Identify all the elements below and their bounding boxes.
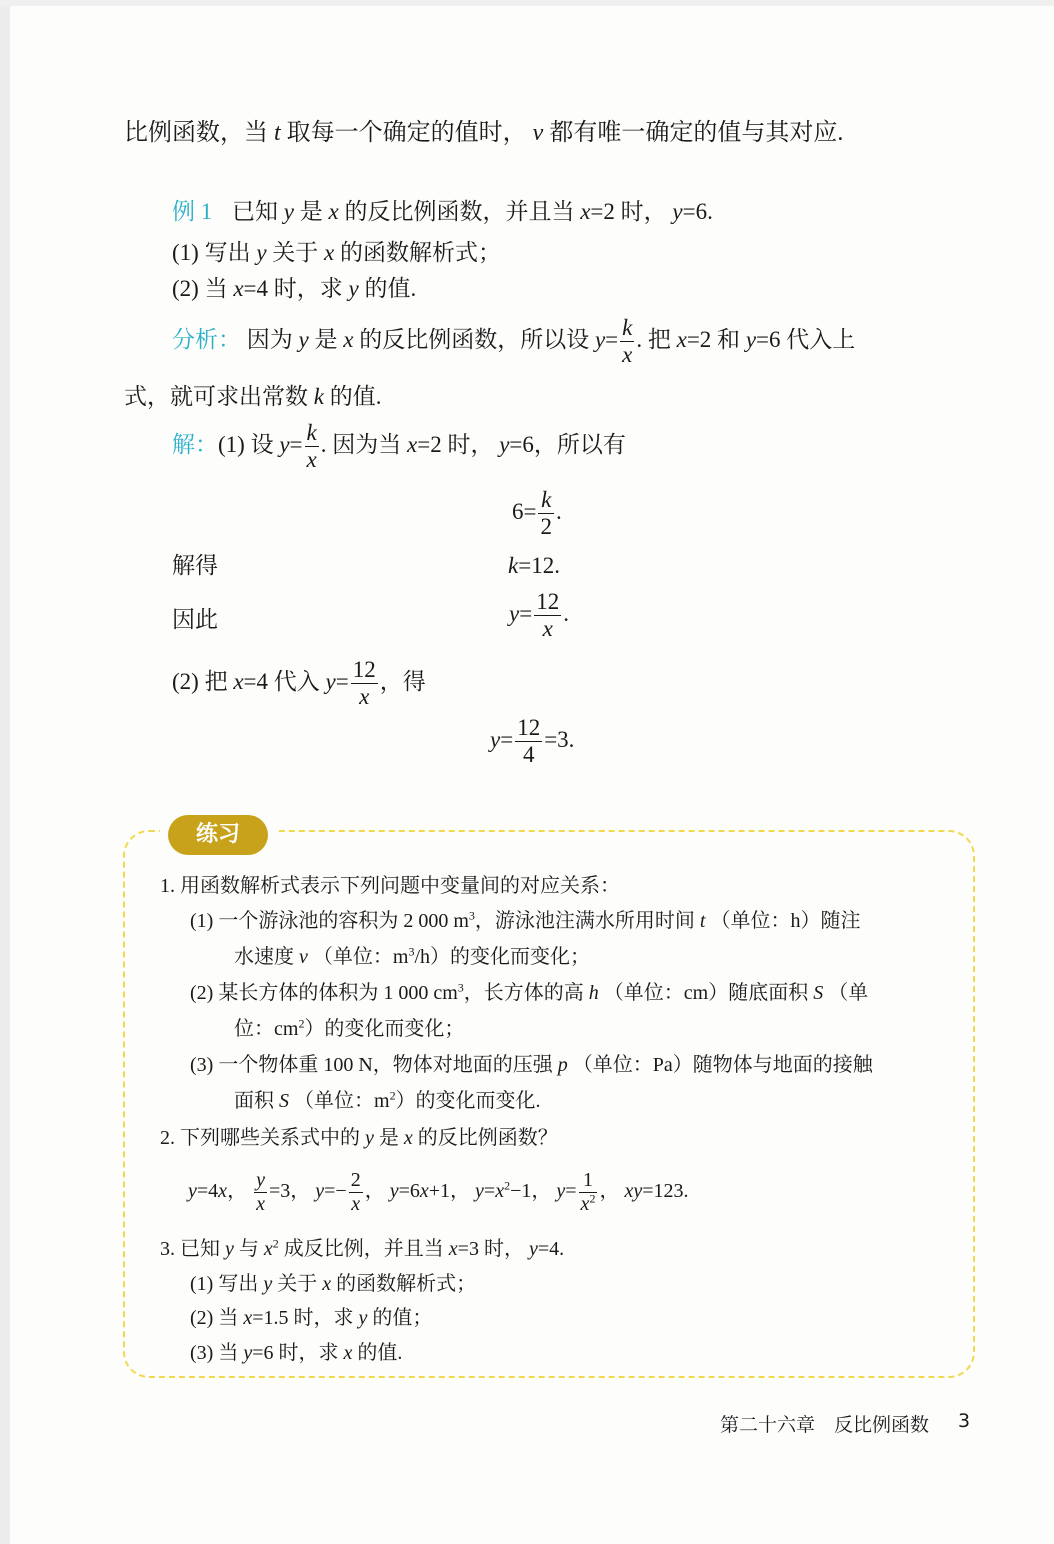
solution-label: 解： — [172, 431, 218, 457]
text: (1) 写出 — [190, 1273, 259, 1295]
var: x — [403, 1127, 413, 1149]
practice-1-item-1-line-1 — [190, 908, 860, 934]
var: y — [348, 276, 359, 301]
text: 的反比例函数，并且当 — [344, 199, 575, 224]
formula-1 — [188, 1180, 247, 1202]
var: v — [299, 946, 308, 968]
denominator: x — [306, 447, 317, 473]
denominator: x — [542, 616, 553, 642]
numerator: k — [620, 316, 634, 342]
denominator: 4 — [522, 742, 535, 768]
text: =2 时， — [417, 431, 494, 457]
var: y — [298, 326, 309, 352]
var: x — [322, 1273, 332, 1295]
practice-2-formulas — [188, 1170, 688, 1215]
text: =3. — [544, 726, 575, 752]
text: 是 — [378, 1127, 399, 1149]
var: x — [495, 1180, 505, 1203]
var: v — [532, 120, 544, 146]
var: y — [365, 1127, 374, 1149]
text: = — [565, 1180, 577, 1203]
text: 的反比例函数，所以设 — [359, 326, 590, 352]
text: =6，所以有 — [509, 431, 626, 457]
superscript: 3 — [408, 944, 415, 959]
practice-3-item-3 — [190, 1340, 402, 1366]
superscript: 2 — [298, 1016, 305, 1031]
text: (1) 写出 — [172, 240, 251, 265]
example-question-1 — [172, 238, 501, 268]
fraction — [351, 658, 378, 709]
var: x — [263, 1238, 273, 1260]
text: = — [605, 326, 619, 352]
practice-1-item-1-line-2 — [234, 944, 590, 970]
var: y — [389, 1180, 399, 1203]
var: S — [279, 1090, 289, 1112]
text: 已知 — [232, 199, 278, 224]
var: xy — [624, 1180, 643, 1203]
text: （单位：m — [294, 1090, 390, 1112]
var: S — [813, 982, 824, 1004]
text: ，得 — [379, 668, 426, 694]
fraction — [534, 590, 561, 641]
var: y — [263, 1273, 273, 1295]
var: x — [343, 326, 354, 352]
text: /h）的变化而变化； — [414, 946, 591, 968]
text: = — [500, 726, 514, 752]
practice-label: 练习 — [168, 815, 268, 855]
practice-1-item-3-line-2 — [234, 1088, 541, 1114]
example-question-2 — [172, 274, 416, 304]
superscript: 2 — [389, 1088, 396, 1103]
denominator: x — [256, 1193, 265, 1215]
var: t — [699, 910, 706, 932]
text: 的函数解析式； — [336, 1273, 477, 1295]
var: y — [283, 199, 294, 224]
text: 的函数解析式； — [340, 240, 502, 265]
fraction — [305, 421, 319, 472]
var: x — [419, 1180, 429, 1203]
var: y — [243, 1342, 253, 1364]
superscript: 3 — [457, 980, 464, 995]
equation-y-eq-12-over-x — [509, 590, 569, 641]
var: x — [233, 276, 244, 301]
text: 的反比例函数？ — [417, 1127, 558, 1149]
text: 6= — [512, 498, 537, 524]
var: k — [313, 384, 324, 409]
text: (2) 当 — [190, 1307, 239, 1329]
text: (3) 当 — [190, 1342, 239, 1364]
text: = — [519, 600, 533, 626]
text: 都有唯一确定的值与其对应. — [549, 120, 844, 146]
var: y — [475, 1180, 484, 1203]
text: =123. — [642, 1180, 689, 1203]
solve-label: 解得 — [172, 553, 218, 578]
text: 是 — [299, 199, 323, 224]
text: 因为 — [246, 326, 293, 352]
text: =− — [324, 1180, 347, 1203]
practice-1-item-3-line-1 — [190, 1052, 873, 1078]
fraction — [538, 488, 554, 539]
superscript: 2 — [504, 1178, 511, 1193]
text: . — [563, 600, 569, 626]
text: =12. — [518, 553, 560, 578]
formula-5 — [475, 1180, 551, 1202]
numerator: k — [538, 488, 554, 514]
fraction — [515, 716, 542, 767]
var: y — [279, 431, 290, 457]
text: (1) 一个游泳池的容积为 2 000 m — [190, 910, 469, 932]
text: 式，就可求出常数 — [124, 384, 308, 409]
var: y — [315, 1180, 325, 1203]
var: y — [528, 1238, 538, 1260]
text: 比例函数，当 — [124, 120, 268, 146]
text: ，长方体的高 — [463, 982, 584, 1004]
text: =6. — [682, 199, 713, 224]
text: (2) 把 — [172, 668, 228, 694]
var: x — [407, 431, 418, 457]
text: （单位：Pa）随物体与地面的接触 — [572, 1054, 873, 1076]
practice-question-3 — [160, 1236, 564, 1262]
equation-k-eq-12 — [508, 551, 560, 581]
var: x — [328, 199, 339, 224]
text: 是 — [314, 326, 338, 352]
var: y — [672, 199, 683, 224]
text: 水速度 — [234, 946, 294, 968]
practice-question-1: 1. 用函数解析式表示下列问题中变量间的对应关系： — [160, 875, 620, 897]
formula-4 — [390, 1180, 470, 1202]
var: x — [243, 1307, 253, 1329]
var: y — [594, 326, 606, 352]
text: 3. 已知 — [160, 1238, 220, 1260]
text: = — [289, 431, 303, 457]
denominator — [579, 1193, 598, 1215]
numerator: 1 — [579, 1170, 598, 1193]
practice-question-2 — [160, 1125, 558, 1151]
text: 成反比例，并且当 — [283, 1238, 444, 1260]
var: y — [499, 431, 510, 457]
var: x — [448, 1238, 458, 1260]
text: =6 — [398, 1180, 420, 1203]
text: ）的变化而变化. — [395, 1090, 541, 1112]
text: 的值. — [364, 276, 417, 301]
practice-1-item-2-line-1 — [190, 980, 868, 1006]
fraction — [254, 1170, 267, 1215]
text: (1) 设 — [218, 431, 274, 457]
text: . 因为当 — [320, 431, 402, 457]
var: y — [188, 1180, 197, 1203]
text: =3 时， — [457, 1238, 524, 1260]
therefore-label: 因此 — [172, 607, 218, 632]
denominator: x — [622, 342, 633, 368]
analysis-line-1 — [172, 316, 855, 367]
solution-line-1 — [172, 421, 626, 472]
var: x — [218, 1180, 228, 1203]
var: p — [557, 1054, 568, 1076]
text: （单 — [828, 982, 869, 1004]
text: 位：cm — [234, 1018, 299, 1040]
example-label: 例 1 — [172, 199, 213, 224]
text: =3， — [268, 1180, 311, 1203]
analysis-label: 分析： — [172, 326, 241, 352]
text: = — [335, 668, 349, 694]
text: = — [483, 1180, 496, 1203]
var: k — [508, 553, 519, 578]
var: x — [343, 1342, 353, 1364]
text: =6 代入上 — [756, 326, 856, 352]
superscript: 3 — [468, 908, 475, 923]
denominator: x — [351, 1193, 361, 1215]
text: 与 — [238, 1238, 259, 1260]
text: (2) 某长方体的体积为 1 000 cm — [190, 982, 458, 1004]
text: =2 时， — [590, 199, 667, 224]
text: (3) 一个物体重 100 N，物体对地面的压强 — [190, 1054, 553, 1076]
superscript: 2 — [272, 1236, 279, 1251]
text: 关于 — [277, 1273, 318, 1295]
formula-7 — [624, 1180, 688, 1202]
fraction — [579, 1170, 598, 1215]
analysis-line-2 — [124, 382, 381, 412]
numerator: 12 — [351, 658, 378, 684]
formula-2 — [252, 1169, 311, 1215]
practice-1-item-2-line-2 — [234, 1016, 464, 1042]
text: （单位：cm）随底面积 — [603, 982, 809, 1004]
text: =6 时，求 — [252, 1342, 339, 1364]
text: 2. 下列哪些关系式中的 — [160, 1127, 360, 1149]
fraction — [620, 316, 634, 367]
formula-6 — [556, 1169, 620, 1215]
text: 面积 — [234, 1090, 274, 1112]
text: ， — [599, 1180, 620, 1203]
text: −1， — [510, 1180, 552, 1203]
page-edge-shadow — [0, 0, 10, 1544]
page-top-edge — [0, 0, 1054, 6]
continued-paragraph — [124, 118, 843, 148]
var: y — [225, 1238, 234, 1260]
text: =4 — [196, 1180, 219, 1203]
text: 取每一个确定的值时， — [286, 120, 527, 146]
var: y — [358, 1307, 368, 1329]
denominator: 2 — [540, 514, 552, 540]
text: ， — [364, 1180, 385, 1203]
text: . — [555, 498, 562, 524]
numerator: k — [305, 421, 319, 447]
var: x — [233, 668, 244, 694]
text: (2) 当 — [172, 276, 228, 301]
text: ， — [227, 1180, 248, 1203]
solution-line-2 — [172, 658, 426, 709]
text: +1， — [428, 1180, 471, 1203]
text: =2 和 — [686, 326, 741, 352]
text: 的值. — [357, 1342, 403, 1364]
var: y — [556, 1180, 566, 1203]
equation-y-eq-3 — [490, 716, 574, 767]
numerator: y — [256, 1169, 265, 1191]
text: （单位：m — [312, 946, 409, 968]
text: 的值； — [372, 1307, 433, 1329]
var: y — [256, 240, 267, 265]
text: =4 代入 — [243, 668, 320, 694]
text: =1.5 时，求 — [252, 1307, 354, 1329]
formula-3 — [315, 1169, 385, 1215]
numerator: 12 — [534, 590, 561, 616]
text: ，游泳池注满水所用时间 — [474, 910, 695, 932]
var: y — [490, 726, 501, 752]
numerator: 2 — [350, 1169, 361, 1191]
text: （单位：h）随注 — [710, 910, 861, 932]
var: y — [745, 326, 757, 352]
text: =4 时，求 — [243, 276, 343, 301]
practice-3-item-1 — [190, 1271, 476, 1297]
chapter-title: 第二十六章 反比例函数 — [720, 1414, 930, 1436]
var: t — [274, 120, 281, 146]
var: y — [509, 600, 520, 626]
denominator: x — [359, 684, 370, 710]
fraction — [349, 1170, 363, 1215]
text: =4. — [537, 1238, 565, 1260]
superscript: 2 — [589, 1191, 596, 1206]
var: h — [588, 982, 599, 1004]
equation-6-eq-k-over-2 — [512, 488, 562, 539]
var: x — [580, 1193, 590, 1215]
var: x — [676, 326, 687, 352]
numerator: 12 — [515, 716, 542, 742]
example-statement — [172, 197, 713, 227]
var: x — [324, 240, 335, 265]
page-number: 3 — [958, 1410, 971, 1432]
var: x — [580, 199, 591, 224]
practice-3-item-2 — [190, 1305, 432, 1331]
text: 关于 — [272, 240, 319, 265]
text: ）的变化而变化； — [304, 1018, 465, 1040]
text: . 把 — [636, 326, 671, 352]
text: 的值. — [329, 384, 382, 409]
var: y — [325, 668, 336, 694]
